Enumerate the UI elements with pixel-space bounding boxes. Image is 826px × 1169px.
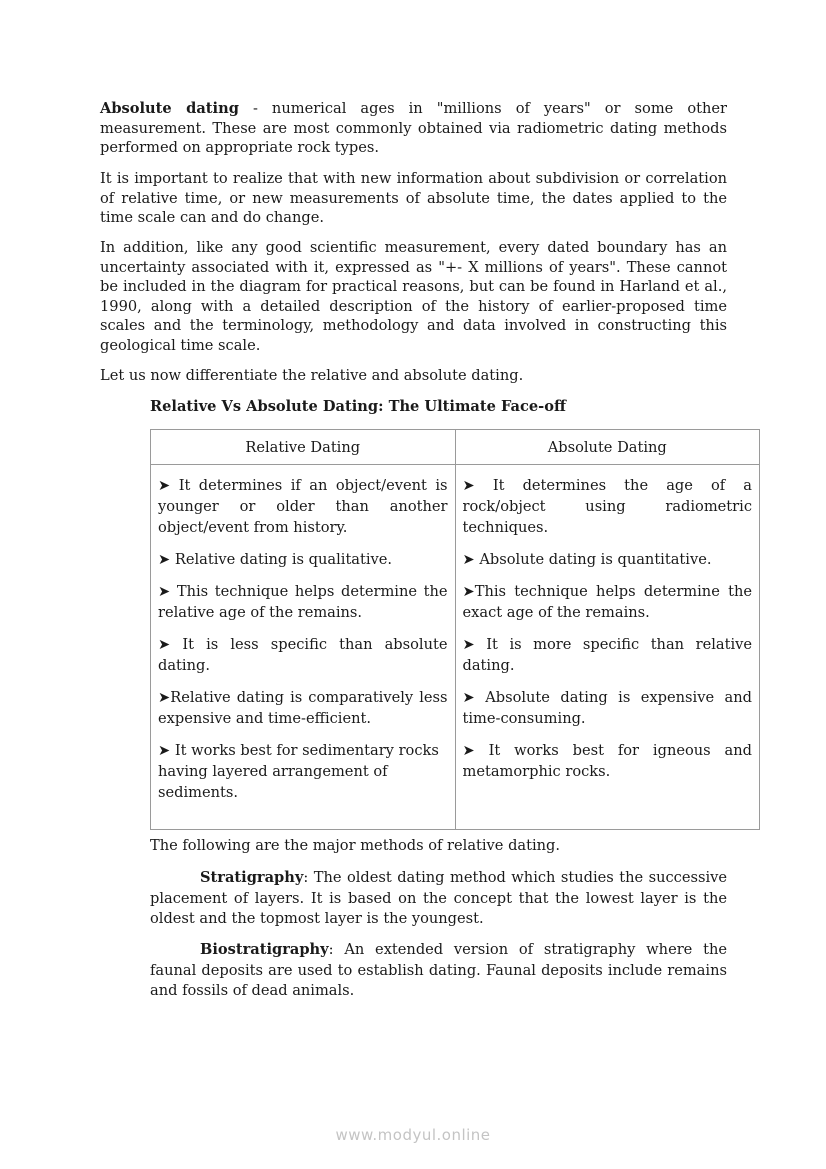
absolute-point: ➤ It is more specific than relative dating. bbox=[462, 636, 752, 674]
time-scale-change-paragraph: It is important to realize that with new information about subdivision or correlation of relative time, or new measurements of absolute time, the dates applied to the time scale can and do change. bbox=[100, 170, 727, 226]
table-title: Relative Vs Absolute Dating: The Ultimate Face-off bbox=[150, 398, 566, 415]
absolute-dating-text: - numerical ages in "millions of years" or some other measurement. These are most commonly obtained via radiometric dating methods performed on appropriate rock types. bbox=[100, 100, 727, 156]
methods-intro: The following are the major methods of relative dating. bbox=[150, 837, 561, 854]
table-header-row bbox=[151, 430, 760, 465]
absolute-point: ➤This technique helps determine the exact age of the remains. bbox=[462, 583, 752, 621]
absolute-point: ➤ It determines the age of a rock/object using radiometric techniques. bbox=[462, 477, 752, 536]
absolute-dating-term: Absolute dating bbox=[100, 100, 239, 117]
relative-point: ➤ It determines if an object/event is younger or older than another object/event from history. bbox=[158, 477, 448, 536]
relative-point: ➤ This technique helps determine the relative age of the remains. bbox=[158, 583, 448, 621]
stratigraphy-text: : The oldest dating method which studies the successive placement of layers. It is based on the concept that the lowest layer is the oldest and the topmost layer is the youngest. bbox=[150, 869, 727, 927]
biostratigraphy-text: : An extended version of stratigraphy where the faunal deposits are used to establish dating. Faunal deposits include remains and fossils of dead animals. bbox=[150, 941, 727, 999]
comparison-table bbox=[150, 429, 760, 830]
stratigraphy-term: Stratigraphy bbox=[200, 869, 304, 886]
absolute-point: ➤ It works best for igneous and metamorphic rocks. bbox=[462, 742, 752, 780]
table-row bbox=[151, 465, 760, 830]
biostratigraphy-term: Biostratigraphy bbox=[200, 941, 329, 958]
relative-point: ➤ It works best for sedimentary rocks having layered arrangement of sediments. bbox=[158, 742, 439, 801]
header-relative-dating: Relative Dating bbox=[151, 430, 456, 465]
absolute-point: ➤ Absolute dating is expensive and time-consuming. bbox=[462, 689, 752, 727]
watermark-footer: www.modyul.online bbox=[335, 1126, 491, 1144]
header-absolute-dating: Absolute Dating bbox=[455, 430, 760, 465]
relative-point: ➤ It is less specific than absolute dating. bbox=[158, 636, 448, 674]
relative-point: ➤ Relative dating is qualitative. bbox=[158, 551, 393, 568]
absolute-point: ➤ Absolute dating is quantitative. bbox=[462, 551, 712, 568]
absolute-dating-paragraph bbox=[100, 99, 727, 158]
stratigraphy-paragraph bbox=[150, 868, 727, 930]
uncertainty-paragraph: In addition, like any good scientific measurement, every dated boundary has an uncertainty associated with it, expressed as "+- X millions of years". These cannot be included in the diagram for practical reasons, but can be found in Harland et al., 1990, along with a detailed description of the history of earlier-proposed time scales and the terminology, methodology and data involved in constructing this geological time scale. bbox=[100, 239, 727, 354]
differentiate-paragraph: Let us now differentiate the relative and absolute dating. bbox=[100, 367, 524, 384]
absolute-dating-cell bbox=[455, 465, 760, 830]
relative-point: ➤Relative dating is comparatively less expensive and time-efficient. bbox=[158, 689, 448, 727]
biostratigraphy-paragraph bbox=[150, 940, 727, 1002]
relative-dating-cell bbox=[151, 465, 456, 830]
